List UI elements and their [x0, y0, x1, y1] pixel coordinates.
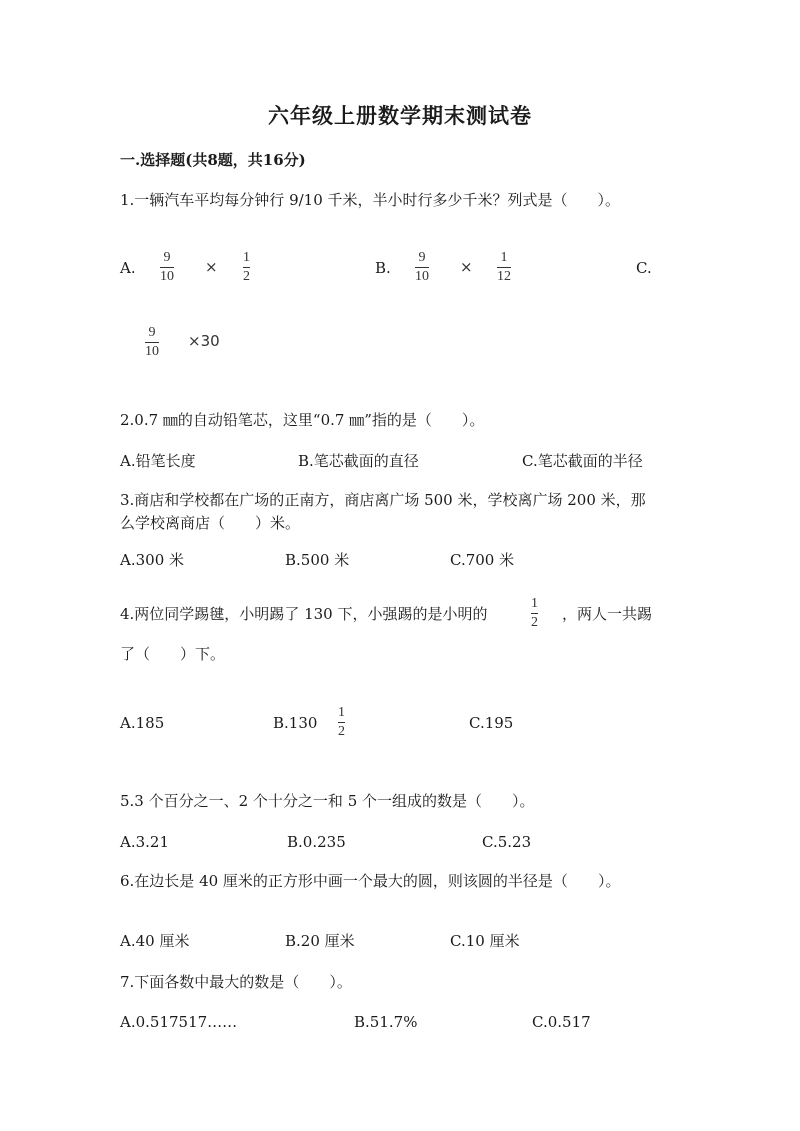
numerator: 1: [338, 705, 345, 720]
q2-option-b: B.笔芯截面的直径: [298, 452, 419, 470]
question-1-stem: 1.一辆汽车平均每分钟行 9/10 千米，半小时行多少千米？列式是（ ）。: [120, 191, 621, 209]
denominator: 12: [497, 269, 511, 284]
q1-option-a-multiply: ×: [205, 258, 218, 276]
question-7-stem: 7.下面各数中最大的数是（ ）。: [120, 973, 352, 991]
q7-option-a: A.0.517517……: [120, 1013, 238, 1031]
fraction-bar: [338, 722, 345, 723]
q7-option-b: B.51.7%: [354, 1013, 418, 1031]
question-6-stem: 6.在边长是 40 厘米的正方形中画一个最大的圆，则该圆的半径是（ ）。: [120, 872, 621, 890]
q4-stem-fraction: [531, 596, 538, 631]
q1-option-b-label: B.: [375, 259, 391, 277]
q4-option-b-fraction: [338, 705, 345, 740]
numerator: 9: [163, 250, 171, 265]
q6-option-b: B.20 厘米: [285, 932, 355, 950]
denominator: 10: [415, 269, 429, 284]
q3-option-a: A.300 米: [120, 551, 184, 569]
q1-option-b-fraction-2: [497, 250, 511, 285]
fraction-bar: [145, 342, 159, 343]
question-4-stem-line-2: 了（ ）下。: [120, 645, 226, 663]
fraction-bar: [497, 267, 511, 268]
fraction-bar: [415, 267, 429, 268]
question-5-stem: 5.3 个百分之一、2 个十分之一和 5 个一组成的数是（ ）。: [120, 792, 535, 810]
question-2-stem: 2.0.7 ㎜的自动铅笔芯，这里“0.7 ㎜”指的是（ ）。: [120, 411, 485, 429]
numerator: 1: [500, 250, 508, 265]
denominator: 10: [160, 269, 174, 284]
q1-option-a-label: A.: [120, 259, 136, 277]
denominator: 2: [338, 724, 345, 739]
question-4-stem-part-1: 4.两位同学踢毽，小明踢了 130 下，小强踢的是小明的: [120, 605, 488, 623]
numerator: 9: [418, 250, 426, 265]
fraction-bar: [160, 267, 174, 268]
q6-option-a: A.40 厘米: [120, 932, 190, 950]
question-4-stem-part-2: ，两人一共踢: [562, 605, 653, 623]
q1-option-b-fraction-1: [415, 250, 429, 285]
fraction-bar: [531, 613, 538, 614]
q5-option-b: B.0.235: [287, 833, 346, 851]
q5-option-c: C.5.23: [482, 833, 532, 851]
q4-option-b: B.130: [273, 714, 318, 732]
numerator: 1: [243, 250, 250, 265]
q6-option-c: C.10 厘米: [450, 932, 520, 950]
q1-option-c-rest: ×30: [188, 332, 220, 350]
q4-option-a: A.185: [120, 714, 165, 732]
q5-option-a: A.3.21: [120, 833, 169, 851]
q3-option-b: B.500 米: [285, 551, 350, 569]
question-3-stem-line-1: 3.商店和学校都在广场的正南方，商店离广场 500 米，学校离广场 200 米，那: [120, 491, 646, 509]
q1-option-b-multiply: ×: [460, 258, 473, 276]
numerator: 1: [531, 596, 538, 611]
denominator: 2: [531, 615, 538, 630]
denominator: 2: [243, 269, 250, 284]
q1-option-a-fraction-1: [160, 250, 174, 285]
q2-option-a: A.铅笔长度: [120, 452, 196, 470]
q1-option-c-fraction: [145, 325, 159, 360]
fraction-bar: [243, 267, 250, 268]
q1-option-a-fraction-2: [243, 250, 250, 285]
q7-option-c: C.0.517: [532, 1013, 591, 1031]
q1-option-c-label: C.: [636, 259, 652, 277]
q4-option-c: C.195: [469, 714, 514, 732]
denominator: 10: [145, 344, 159, 359]
question-3-stem-line-2: 么学校离商店（ ）米。: [120, 514, 301, 532]
page-title: 六年级上册数学期末测试卷: [268, 103, 532, 128]
q3-option-c: C.700 米: [450, 551, 515, 569]
q2-option-c: C.笔芯截面的半径: [522, 452, 643, 470]
section-heading: 一.选择题(共8题，共16分): [120, 151, 306, 169]
numerator: 9: [148, 325, 156, 340]
